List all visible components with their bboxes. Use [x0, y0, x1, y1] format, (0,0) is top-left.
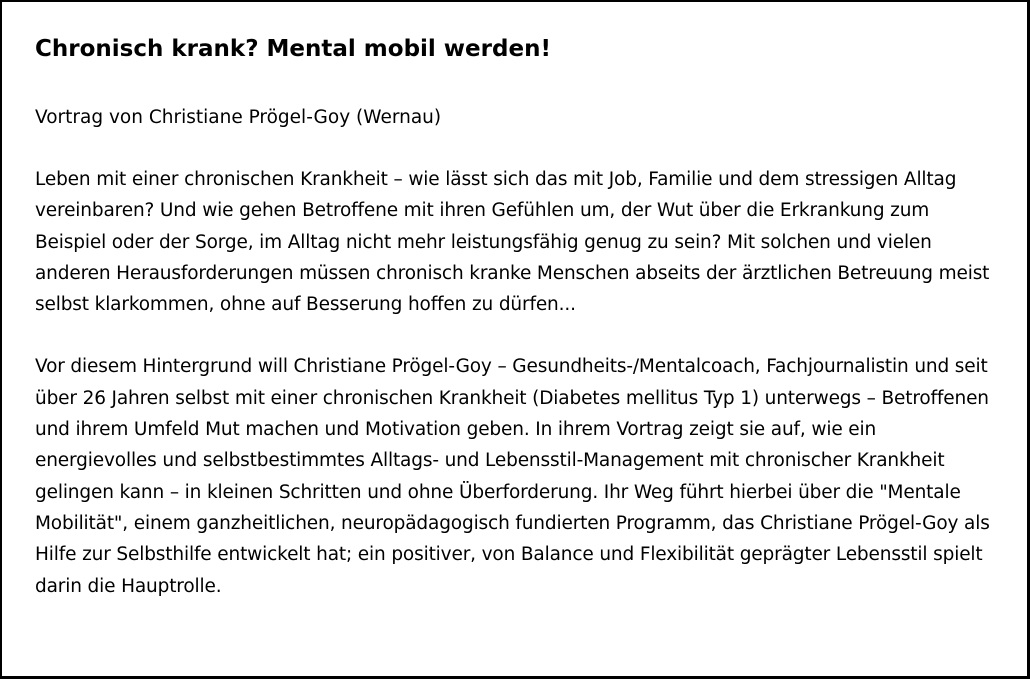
- article: [35, 32, 995, 602]
- article-title: Chronisch krank? Mental mobil werden!: [35, 36, 551, 62]
- article-subtitle: Vortrag von Christiane Prögel-Goy (Wernau): [35, 107, 442, 128]
- article-paragraph-main: Vor diesem Hintergrund will Christiane Prögel-Goy – Gesundheits-/Mentalcoach, Fachjournalistin und seit über 26 Jahren selbst mit einer chronischen Krankheit (Diabetes mellitus Typ 1) unterwegs – Betroffenen und ihrem Umfeld Mut machen und Motivation geben. In ihrem Vortrag zeigt sie auf, wie ein energievolles und selbstbestimmtes Alltags- und Lebensstil-Management mit chronischer Krankheit gelingen kann – in kleinen Schritten und ohne Überforderung. Ihr Weg führt hierbei über die "Mentale Mobilität", einem ganzheitlichen, neuropädagogisch fundierten Programm, das Christiane Prögel-Goy als Hilfe zur Selbsthilfe entwickelt hat; ein positiver, von Balance und Flexibilität geprägter Lebensstil spielt darin die Hauptrolle.: [35, 356, 990, 597]
- article-paragraph-intro: Leben mit einer chronischen Krankheit – wie lässt sich das mit Job, Familie und dem stressigen Alltag vereinbaren? Und wie gehen Betroffene mit ihren Gefühlen um, der Wut über die Erkrankung zum Beispiel oder der Sorge, im Alltag nicht mehr leistungsfähig genug zu sein? Mit solchen und vielen anderen Herausforderungen müssen chronisch kranke Menschen abseits der ärztlichen Betreuung meist selbst klarkommen, ohne auf Besserung hoffen zu dürfen...: [35, 169, 990, 316]
